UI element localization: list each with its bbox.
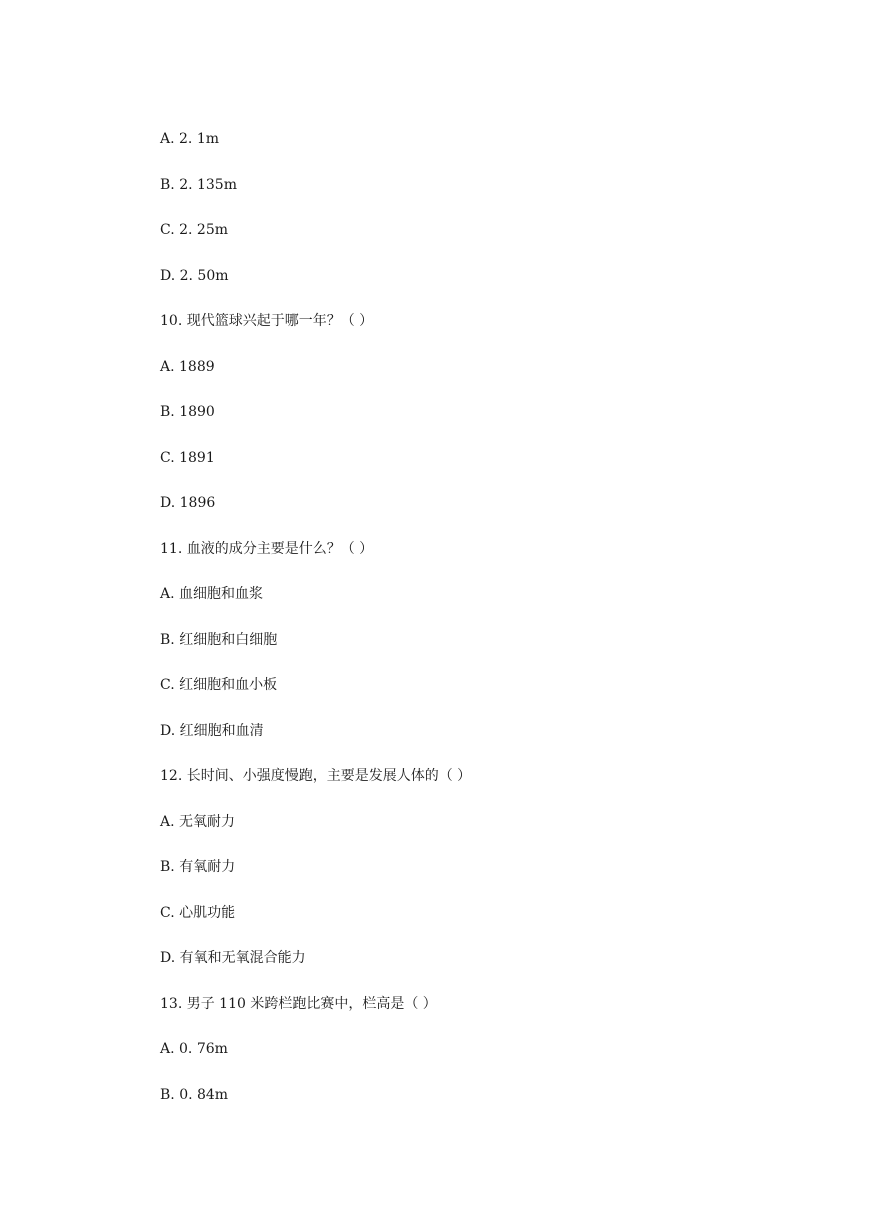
- answer-option-q11-c: C. 红细胞和血小板: [160, 677, 278, 693]
- question-11: 11. 血液的成分主要是什么？（ ）: [160, 541, 374, 557]
- answer-option-q11-a: A. 血细胞和血浆: [160, 586, 264, 602]
- answer-option-q10-b: B. 1890: [160, 404, 215, 420]
- answer-option-q9-a: A. 2. 1m: [160, 131, 220, 147]
- answer-option-q13-b: B. 0. 84m: [160, 1087, 229, 1103]
- answer-option-q12-c: C. 心肌功能: [160, 905, 236, 921]
- answer-option-q13-a: A. 0. 76m: [160, 1041, 228, 1057]
- answer-option-q12-d: D. 有氧和无氧混合能力: [160, 950, 306, 966]
- answer-option-q11-b: B. 红细胞和白细胞: [160, 632, 278, 648]
- question-10: 10. 现代篮球兴起于哪一年？（ ）: [160, 313, 374, 329]
- answer-option-q10-c: C. 1891: [160, 450, 215, 466]
- answer-option-q10-d: D. 1896: [160, 495, 216, 511]
- answer-option-q12-a: A. 无氧耐力: [160, 814, 236, 830]
- answer-option-q11-d: D. 红细胞和血清: [160, 723, 264, 739]
- answer-option-q9-c: C. 2. 25m: [160, 222, 229, 238]
- answer-option-q12-b: B. 有氧耐力: [160, 859, 236, 875]
- answer-option-q10-a: A. 1889: [160, 359, 215, 375]
- answer-option-q9-d: D. 2. 50m: [160, 268, 229, 284]
- question-12: 12. 长时间、小强度慢跑，主要是发展人体的（ ）: [160, 768, 472, 784]
- answer-option-q9-b: B. 2. 135m: [160, 177, 237, 193]
- question-13: 13. 男子 110 米跨栏跑比赛中，栏高是（ ）: [160, 996, 437, 1012]
